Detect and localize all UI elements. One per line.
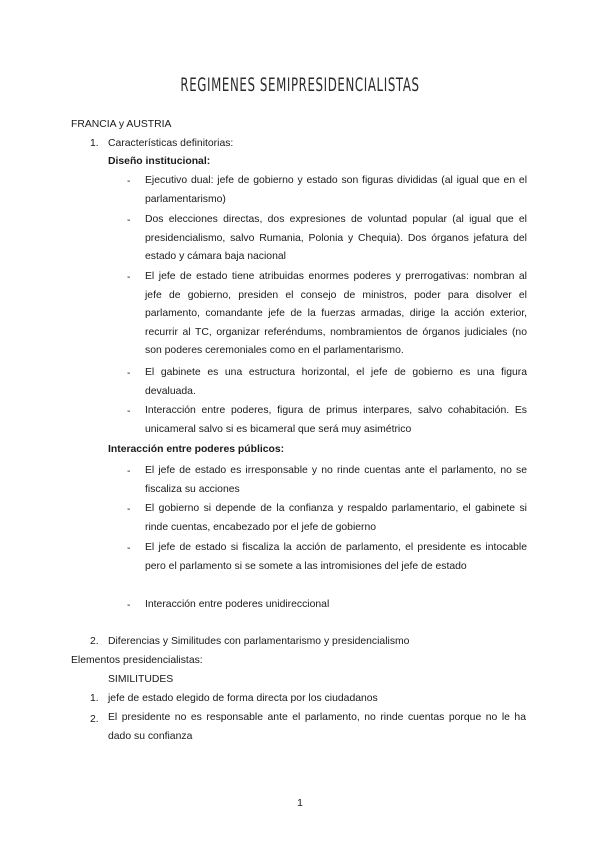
diseno-bullet-4: El gabinete es una estructura horizontal, el jefe de gobierno es una figura devaluada. (145, 367, 527, 397)
interaccion-bullet-2: El gobierno si depende de la confianza y respaldo parlamentario, el gabinete si rinde cuentas, encabezado por el jefe de gobierno (145, 503, 527, 533)
diseno-bullet-1: Ejecutivo dual: jefe de gobierno y estado son figuras divididas (al igual que en el parlamentarismo) (145, 175, 527, 205)
page-number: 1 (297, 798, 303, 809)
diseno-bullet-5: Interacción entre poderes, figura de primus interpares, salvo cohabitación. Es unicameral salvo si es bicameral que será muy asimétrico (145, 405, 527, 435)
similitud-1-text: jefe de estado elegido de forma directa por los ciudadanos (108, 693, 378, 704)
interaccion-heading: Interacción entre poderes públicos: (108, 444, 285, 455)
page-title: REGIMENES SEMIPRESIDENCIALISTAS (180, 74, 420, 96)
elementos-heading: Elementos presidencialistas: (71, 655, 203, 666)
bullet-dash: - (127, 176, 131, 187)
bullet-dash: - (127, 600, 131, 611)
similitudes-heading: SIMILITUDES (108, 674, 174, 685)
bullet-dash: - (127, 466, 131, 477)
bullet-dash: - (127, 543, 131, 554)
item-2-label: Diferencias y Similitudes con parlamentarismo y presidencialismo (108, 636, 410, 647)
item-1-label: Características definitorias: (108, 138, 234, 149)
bullet-dash: - (127, 272, 131, 283)
diseno-heading: Diseño institucional: (108, 156, 211, 167)
similitud-1-number: 1. (90, 693, 99, 704)
item-1-number: 1. (90, 138, 99, 149)
interaccion-bullet-1: El jefe de estado es irresponsable y no rinde cuentas ante el parlamento, no se fiscaliza su acciones (145, 465, 527, 495)
bullet-dash: - (127, 215, 131, 226)
interaccion-bullet-3: El jefe de estado si fiscaliza la acción de parlamento, el presidente es intocable pero el parlamento si se somete a las intromisiones del jefe de estado (145, 542, 527, 572)
interaccion-bullet-4: Interacción entre poderes unidireccional (145, 599, 330, 610)
diseno-bullet-2: Dos elecciones directas, dos expresiones de voluntad popular (al igual que el presidencialismo, salvo Rumania, Polonia y Chequia). Dos órganos jefatura del estado y cámara baja nacional (145, 214, 527, 262)
similitud-2-number: 2. (90, 714, 99, 725)
bullet-dash: - (127, 504, 131, 515)
similitud-2-text: El presidente no es responsable ante el parlamento, no rinde cuentas porque no le ha dado su confianza (108, 712, 526, 742)
bullet-dash: - (127, 406, 131, 417)
diseno-bullet-3: El jefe de estado tiene atribuidas enormes poderes y prerrogativas: nombran al jefe de gobierno, presiden el consejo de ministros, poder para disolver el parlamento, comandante jefe de la fuerzas armadas, dirige la acción exterior, recurrir al TC, organizar referéndums, nombramientos de órganos judiciales (no son poderes ceremoniales como en el parlamentarismo. (145, 271, 527, 356)
bullet-dash: - (127, 368, 131, 379)
item-2-number: 2. (90, 636, 99, 647)
section-heading: FRANCIA y AUSTRIA (71, 119, 172, 130)
